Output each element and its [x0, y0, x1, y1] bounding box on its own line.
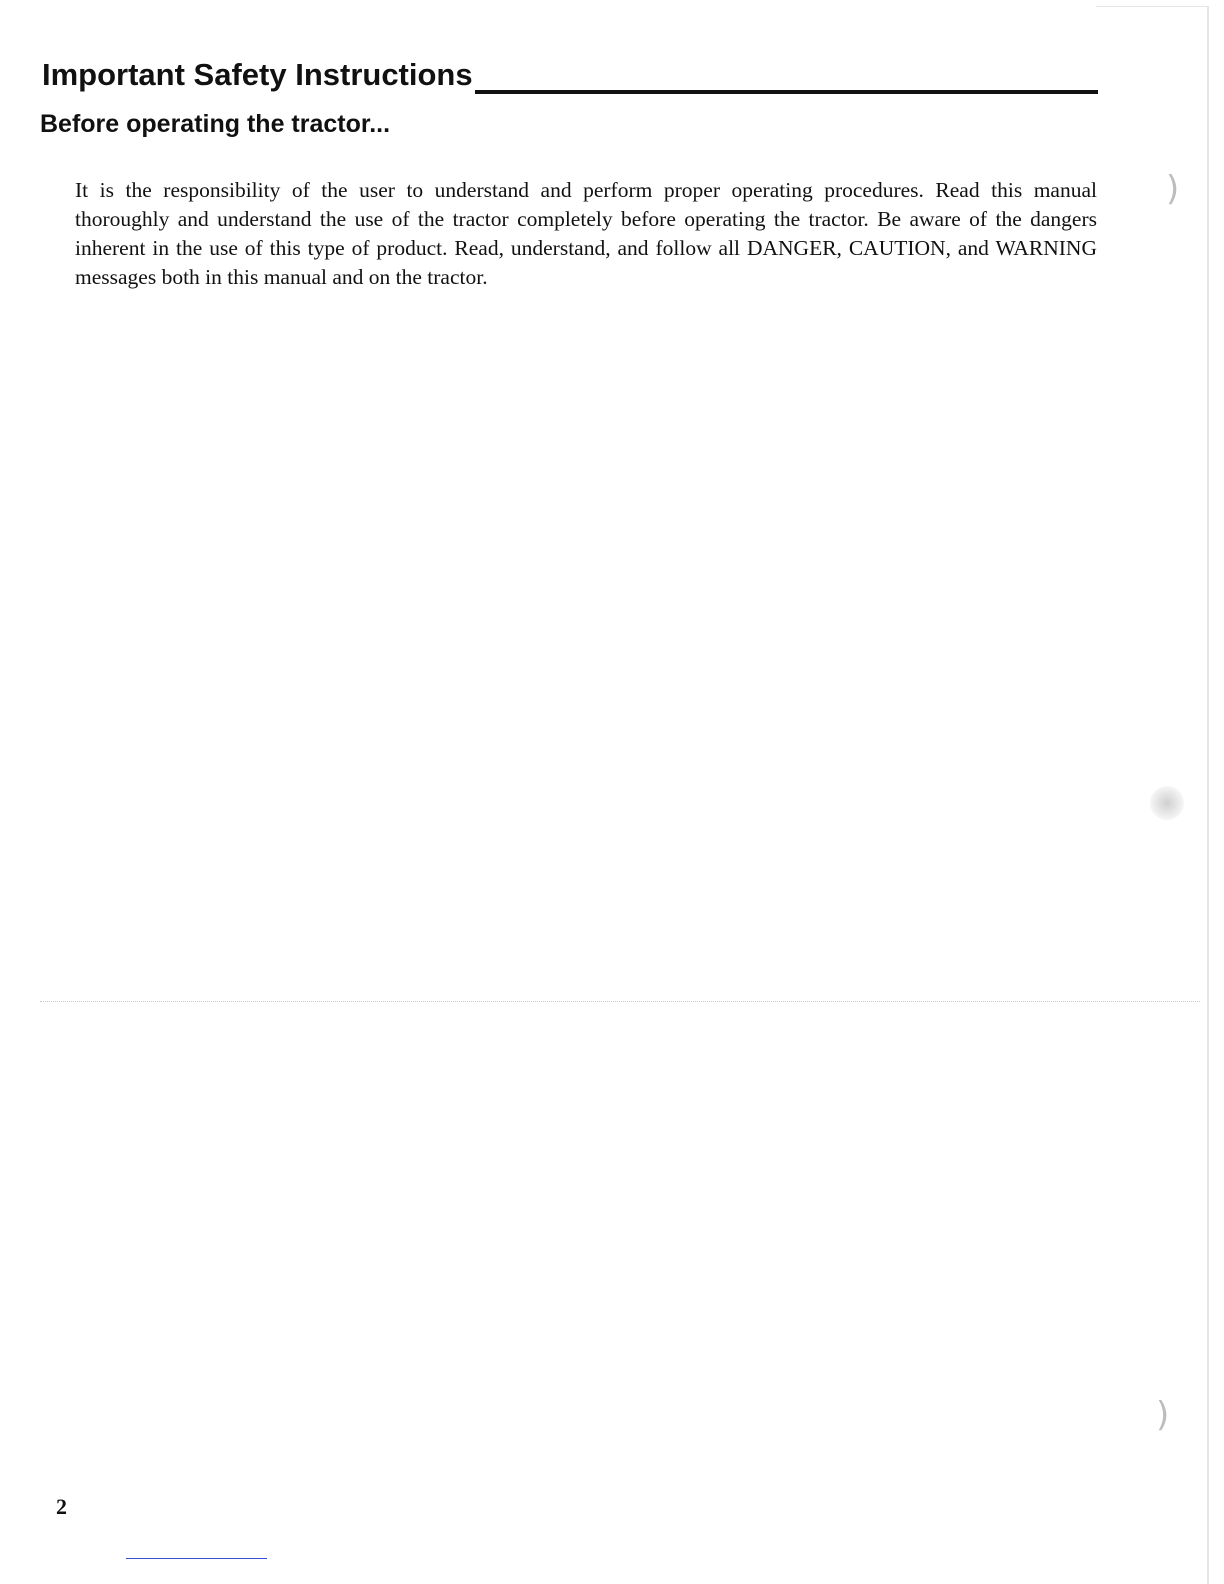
page-number: 2 — [56, 1494, 67, 1519]
scan-fold-line — [40, 1001, 1200, 1002]
scan-punch-mark — [1150, 786, 1184, 820]
body-paragraph: It is the responsibility of the user to understand and perform proper operating procedures. Read this manual thoroughly and understand the use of the tractor completely before operating the tractor. Be aware of the dangers inherent in the use of this type of product. Read, understand, and follow all DANGER, CAUTION, and WARNING messages both in this manual and on the tractor. — [75, 178, 1097, 289]
bottom-rule — [126, 1558, 267, 1559]
page-title: Important Safety Instructions — [42, 57, 473, 92]
scan-hole-mark-top: ) — [1166, 169, 1180, 209]
page-heading — [42, 44, 1098, 96]
scan-edge-right — [1207, 6, 1209, 1584]
section-heading: Before operating the tractor... — [40, 110, 391, 138]
title-rule — [475, 90, 1098, 94]
scan-edge-top — [1096, 6, 1208, 7]
scan-hole-mark-bottom: ) — [1156, 1395, 1170, 1435]
